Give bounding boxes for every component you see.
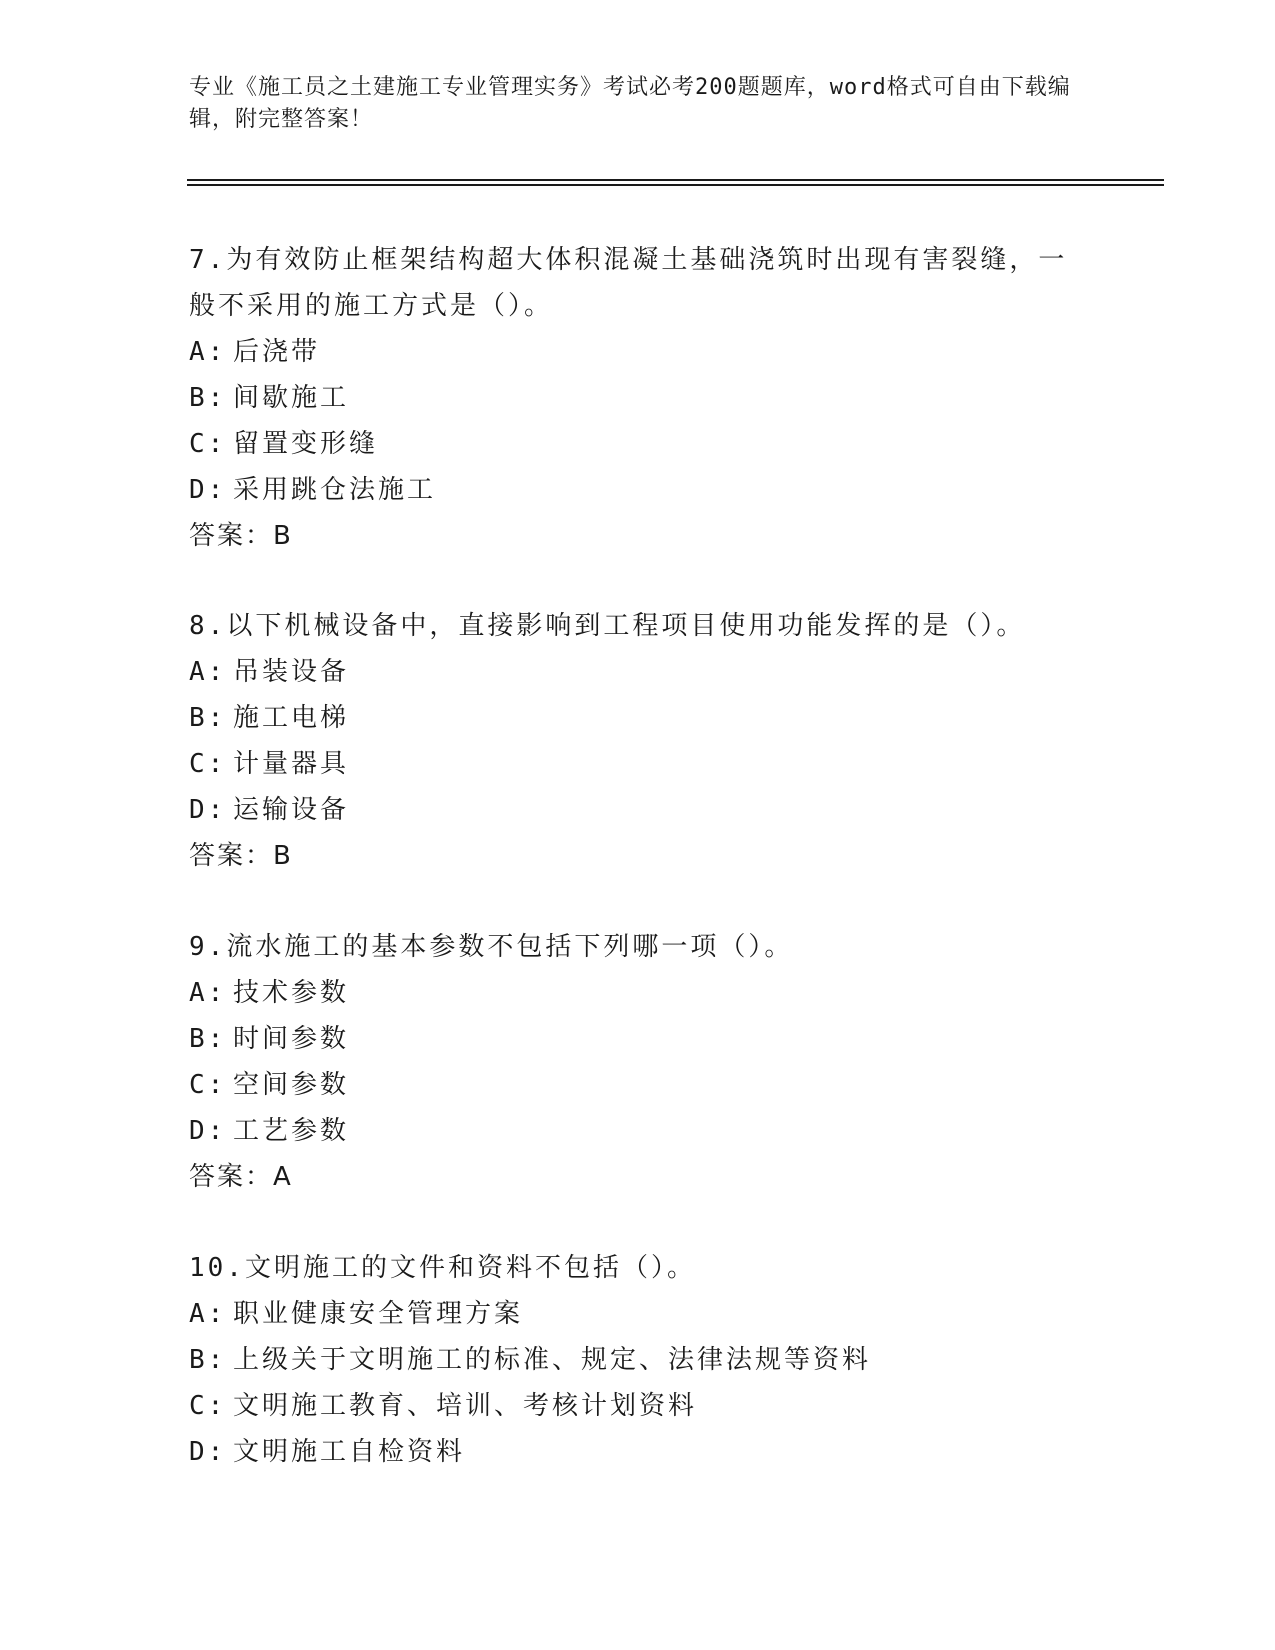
option-text: 后浇带 <box>233 337 321 367</box>
question-number: 10. <box>189 1253 245 1283</box>
option-text: 上级关于文明施工的标准、规定、法律法规等资料 <box>233 1345 872 1375</box>
question-number: 9. <box>189 932 227 962</box>
option-key: B: <box>189 383 227 413</box>
answer-line: 答案：B <box>189 521 293 551</box>
option-text: 职业健康安全管理方案 <box>233 1299 524 1329</box>
option-key: D: <box>189 1437 227 1467</box>
question-stem: 流水施工的基本参数不包括下列哪一项（）。 <box>226 932 794 962</box>
option-key: A: <box>189 978 227 1008</box>
question-text <box>189 1245 1089 1291</box>
option-key: C: <box>189 1070 227 1100</box>
option-text: 采用跳仓法施工 <box>233 475 437 505</box>
option-text: 吊装设备 <box>233 657 350 687</box>
option-b <box>189 1016 1089 1062</box>
option-text: 空间参数 <box>233 1070 350 1100</box>
option-a <box>189 1291 1089 1337</box>
option-key: B: <box>189 703 227 733</box>
option-text: 施工电梯 <box>233 703 350 733</box>
question-block <box>189 1245 1089 1475</box>
header-divider-top <box>187 179 1164 181</box>
option-b <box>189 1337 1089 1383</box>
option-key: B: <box>189 1345 227 1375</box>
option-b <box>189 375 1089 421</box>
option-key: D: <box>189 795 227 825</box>
question-stem: 为有效防止框架结构超大体积混凝土基础浇筑时出现有害裂缝，一般不采用的施工方式是（）。 <box>189 245 1068 321</box>
option-key: C: <box>189 429 227 459</box>
option-key: A: <box>189 657 227 687</box>
option-d <box>189 1429 1089 1475</box>
question-block <box>189 924 1089 1200</box>
question-number: 8. <box>189 611 227 641</box>
option-a <box>189 970 1089 1016</box>
question-text <box>189 603 1089 649</box>
question-number: 7. <box>189 245 227 275</box>
question-text <box>189 924 1089 970</box>
option-b <box>189 695 1089 741</box>
document-header: 专业《施工员之土建施工专业管理实务》考试必考200题题库，word格式可自由下载编辑，附完整答案！ <box>189 75 1071 132</box>
option-a <box>189 329 1089 375</box>
answer-line: 答案：B <box>189 841 293 871</box>
option-key: D: <box>189 475 227 505</box>
option-text: 工艺参数 <box>233 1116 350 1146</box>
option-c <box>189 1383 1089 1429</box>
option-key: A: <box>189 1299 227 1329</box>
option-d <box>189 787 1089 833</box>
option-text: 间歇施工 <box>233 383 350 413</box>
answer-line: 答案：A <box>189 1162 293 1192</box>
option-text: 文明施工自检资料 <box>233 1437 466 1467</box>
header-divider-bottom <box>187 184 1164 186</box>
option-text: 文明施工教育、培训、考核计划资料 <box>233 1391 698 1421</box>
option-text: 时间参数 <box>233 1024 350 1054</box>
option-text: 留置变形缝 <box>233 429 379 459</box>
option-key: D: <box>189 1116 227 1146</box>
question-stem: 文明施工的文件和资料不包括（）。 <box>244 1253 696 1283</box>
option-text: 技术参数 <box>233 978 350 1008</box>
option-text: 运输设备 <box>233 795 350 825</box>
question-stem: 以下机械设备中，直接影响到工程项目使用功能发挥的是（）。 <box>226 611 1026 641</box>
option-key: A: <box>189 337 227 367</box>
option-c <box>189 741 1089 787</box>
option-c <box>189 421 1089 467</box>
option-a <box>189 649 1089 695</box>
question-block <box>189 237 1089 559</box>
question-text <box>189 237 1089 329</box>
option-c <box>189 1062 1089 1108</box>
option-key: C: <box>189 749 227 779</box>
question-block <box>189 603 1089 879</box>
option-d <box>189 467 1089 513</box>
option-d <box>189 1108 1089 1154</box>
option-key: B: <box>189 1024 227 1054</box>
option-key: C: <box>189 1391 227 1421</box>
option-text: 计量器具 <box>233 749 350 779</box>
